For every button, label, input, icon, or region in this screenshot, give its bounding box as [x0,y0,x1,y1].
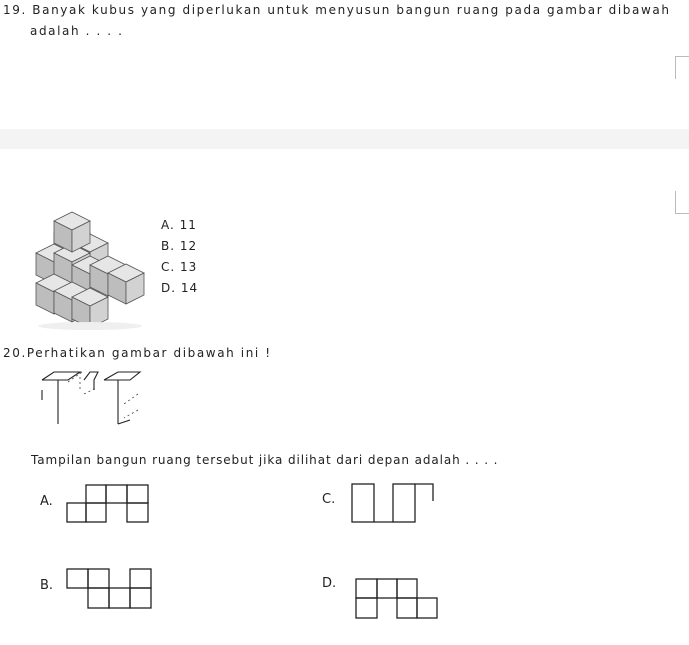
cube-stack-figure [30,208,160,333]
option-a[interactable]: A. 11 [161,218,197,232]
option-b[interactable]: B. 12 [161,239,198,253]
option-d[interactable]: D. 14 [161,281,199,295]
question-19-text-cont: adalah . . . . [30,24,124,38]
wireframe-figure [38,368,148,426]
question-20-text: 20.Perhatikan gambar dibawah ini ! [3,346,272,360]
front-view-grid-a-icon[interactable] [66,484,152,524]
choice-c-label[interactable]: C. [322,492,336,507]
front-view-grid-d-icon[interactable] [354,577,440,621]
choice-b-label[interactable]: B. [40,578,54,593]
front-view-grid-c-icon[interactable] [349,481,437,525]
front-view-grid-b-icon[interactable] [66,568,156,612]
choice-d-label[interactable]: D. [322,576,337,591]
page-gap-band [0,129,689,149]
question-19-text: 19. Banyak kubus yang diperlukan untuk menyusun bangun ruang pada gambar dibawah [3,3,671,17]
choice-a-label[interactable]: A. [40,494,53,509]
page-bracket-top [675,56,689,79]
question-20-prompt: Tampilan bangun ruang tersebut jika dilihat dari depan adalah . . . . [31,453,499,467]
option-c[interactable]: C. 13 [161,260,198,274]
page-bracket-bottom [675,191,689,214]
